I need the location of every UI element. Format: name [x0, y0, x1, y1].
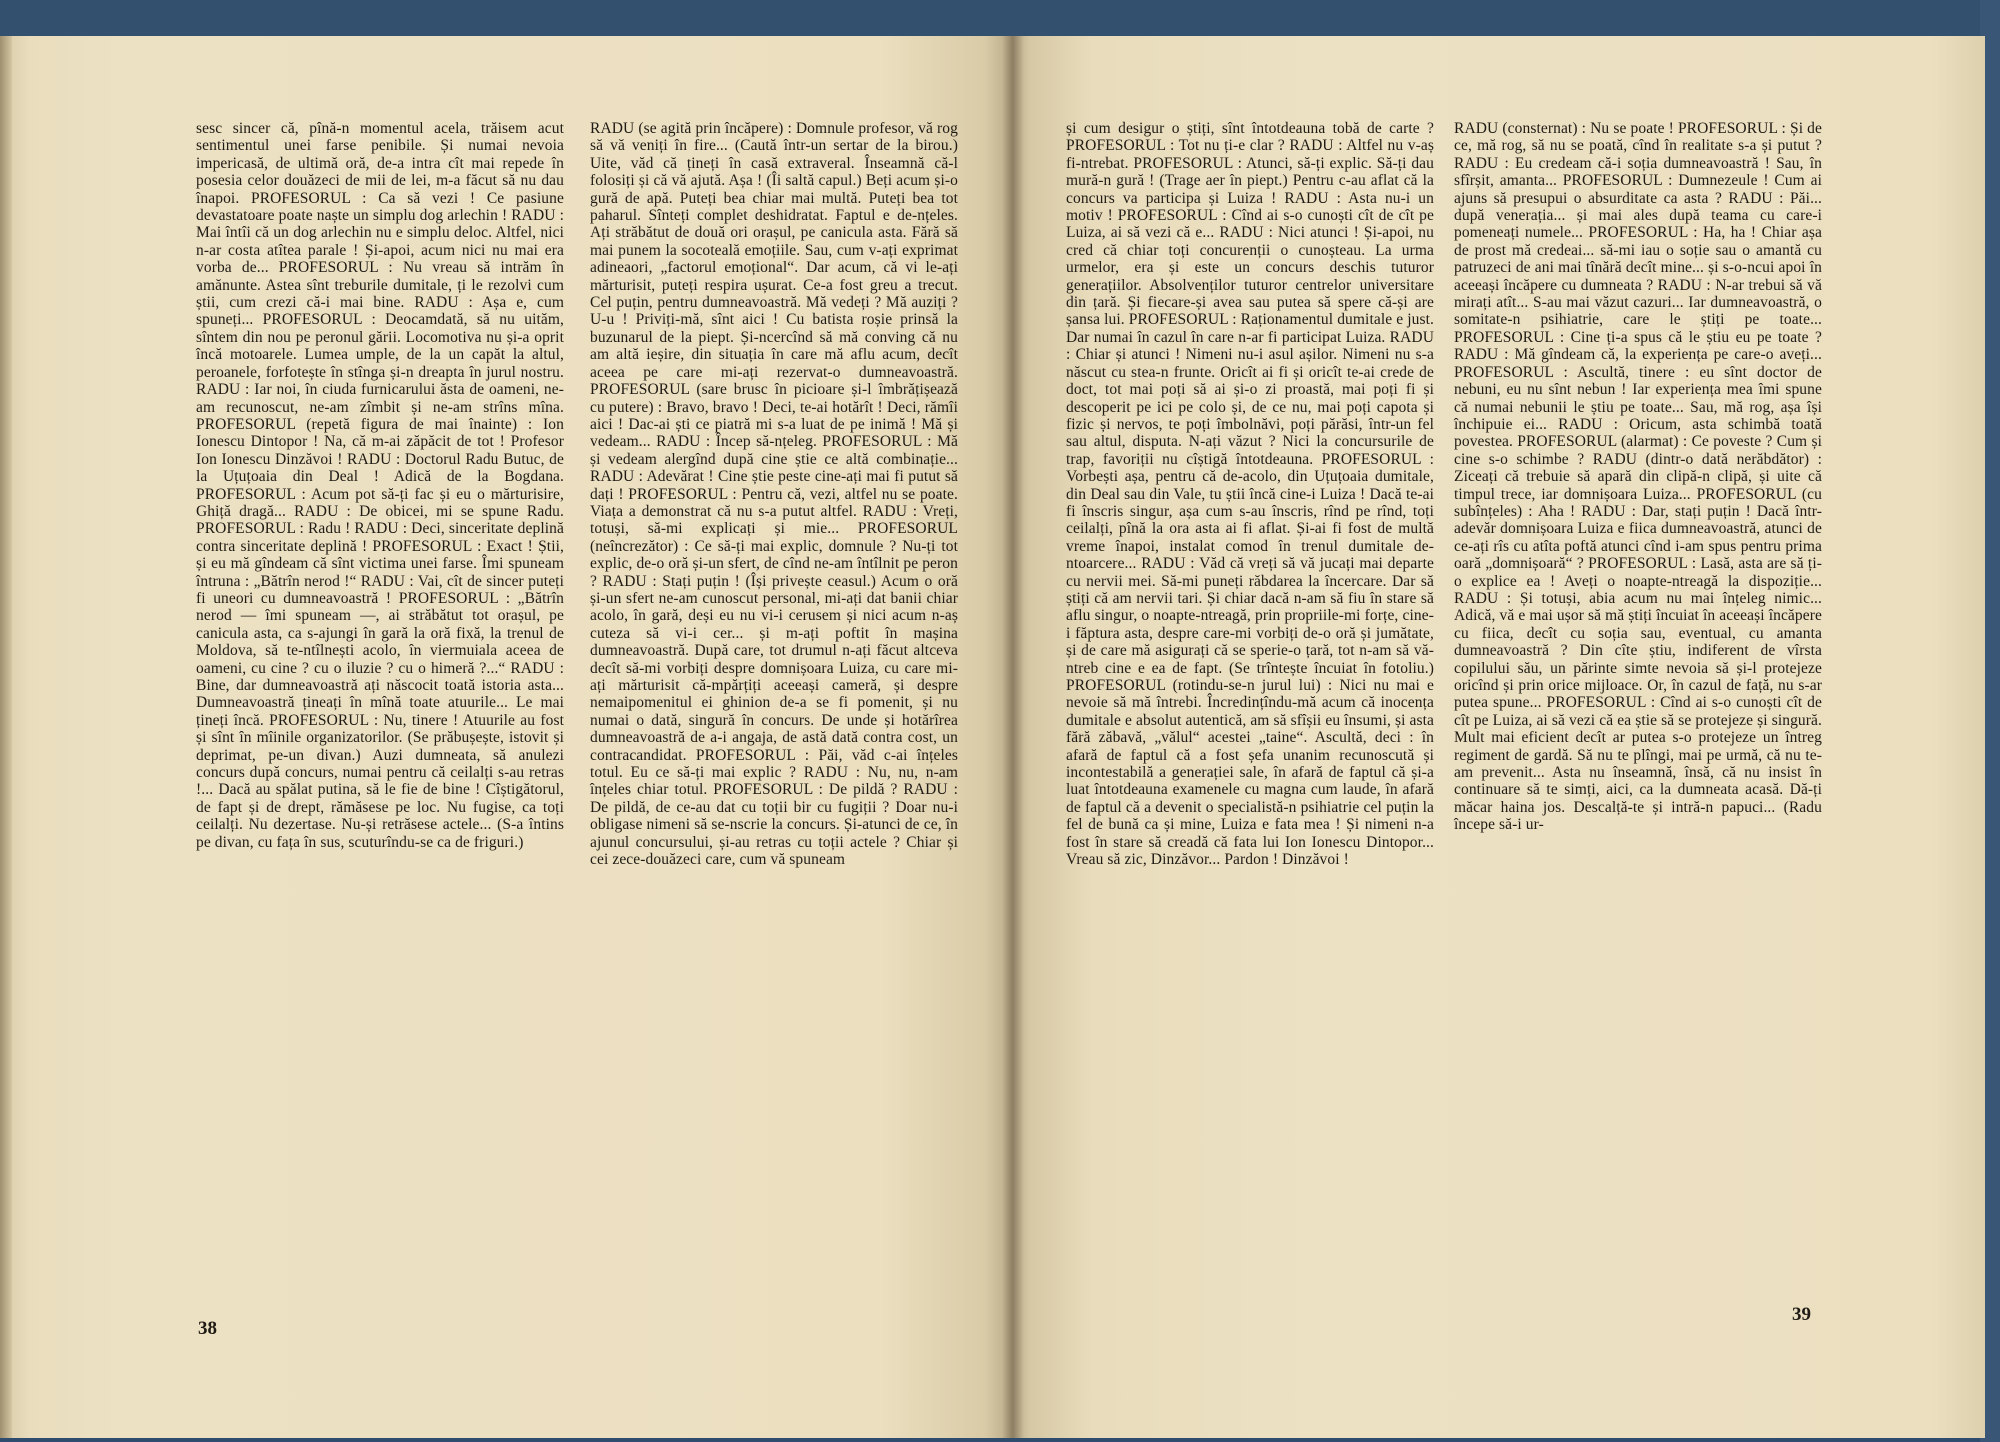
left-page-column-2-text: RADU (se agită prin încăpere) : Domnule profesor, vă rog să vă veniți în fire... (Caută într-un sertar de la birou.) Uite, văd că țineți în casă extraveral. Înseamnă că-l folosiți și că vă ajută. Așa ! (Îi saltă capul.) Beți acum și-o gură de apă. Puteți bea chiar mai multă. Puteți bea tot paharul. Sînteți complet deshidratat. Faptul e de-nțeles. Ați străbătut de două ori orașul, pe canicula asta. Fără să mai punem la socoteală emoțiile. Sau, cum v-ați exprimat adineaori, „factorul emoțional“. Dar acum, că vi le-ați mărturisit, puteți respira ușurat. Ce-a fost greu a trecut. Cel puțin, pentru dumneavoastră. Mă vedeți ? Mă auziți ? U-u ! Priviți-mă, sînt aici ! Cu batista roșie prinsă la buzunarul de la piept. Și-ncercînd să mă conving că nu am altă ieșire, din situația în care mă aflu acum, decît aceea pe care mi-ați rezervat-o dumneavoastră. PROFESORUL (sare brusc în picioare și-l îmbrățișează cu putere) : Bravo, bravo ! Deci, te-ai hotărît ! Deci, rămîi aici ! Dac-ai ști ce piatră mi s-a luat de pe inimă ! Mă și vedeam... RADU : Încep să-nțeleg. PROFESORUL : Mă și vedeam alergînd după cine știe ce altă combinație... RADU : Adevărat ! Cine știe peste cine-ați mai fi putut să dați ! PROFESORUL : Pentru că, vezi, altfel nu se poate. Viața a demonstrat că nu s-a putut altfel. RADU : Vreți, totuși, să-mi explicați și mie... PROFESORUL (neîncrezător) : Ce să-ți mai explic, domnule ? Nu-ți tot explic, de-o oră și-un sfert, de cînd ne-am întîlnit pe peron ? RADU : Stați puțin ! (Își privește ceasul.) Acum o oră și-un sfert ne-am cunoscut personal, mi-ați dat banii chiar acolo, în gară, deși eu nu vi-i cerusem și nici acum n-aș cuteza să vi-i cer... și m-ați poftit în mașina dumneavoastră. După care, tot drumul n-ați făcut altceva decît să-mi vorbiți despre domnișoara Luiza, cu care mi-ați mărturisit că-mpărțiți aceeași cameră, și despre nemaipomenitul ei ghinion de-a se fi pomenit, și nu numai o dată, singură în concurs. De unde și hotărîrea dumneavoastră de a-i angaja, de astă dată contra cost, un contracandidat. PROFESORUL : Păi, văd c-ai înțeles totul. Eu ce să-ți mai explic ? RADU : Nu, nu, n-am înțeles chiar totul. PROFESORUL : De pildă ? RADU : De pildă, de ce-au dat cu toții bir cu fugiții ? Doar nu-i obligase nimeni să se-nscrie la concurs. Și-atunci de ce, în ajunul concursului, și-au retras cu toții actele ? Chiar și cei zece-douăzeci care, cum vă spuneam [590, 120, 958, 869]
left-page-column-2 [590, 120, 958, 868]
left-page-column-1-text: sesc sincer că, pînă-n momentul acela, trăisem acut sentimentul unei farse penibile. Și numai nevoia impericasă, de ultimă oră, de-a intra cît mai repede în posesia celor douăzeci de mii de lei, m-a făcut să nu dau înapoi. PROFESORUL : Ca să vezi ! Ce pasiune devastatoare poate naște un simplu dog arlechin ! RADU : Mai întîi că un dog arlechin nu e simplu deloc. Altfel, nici n-ar costa atîtea parale ! Și-apoi, acum nici nu mai era vorba de... PROFESORUL : Nu vreau să intrăm în amănunte. Astea sînt treburile dumitale, ți le rezolvi cum știi, cum crezi că-i mai bine. RADU : Așa e, cum spuneți... PROFESORUL : Deocamdată, să nu uităm, sîntem din nou pe peronul gării. Locomotiva nu și-a oprit încă motoarele. Lumea umple, de la un capăt la altul, peroanele, forfotește în stînga și-n dreapta în jurul nostru. RADU : Iar noi, în ciuda furnicarului ăsta de oameni, ne-am recunoscut, ne-am zîmbit și ne-am strîns mîna. PROFESORUL (repetă figura de mai înainte) : Ion Ionescu Dintopor ! Na, că m-ai zăpăcit de tot ! Profesor Ion Ionescu Dinzăvoi ! RADU : Doctorul Radu Butuc, de la Uțuțoaia din Deal ! Adică de la Bogdana. PROFESORUL : Acum pot să-ți fac și eu o mărturisire, Ghiță dragă... RADU : De obicei, mi se spune Radu. PROFESORUL : Radu ! RADU : Deci, sinceritate deplină contra sinceritate deplină ! PROFESORUL : Exact ! Știi, și eu mă gîndeam că sînt victima unei farse. Îmi spuneam întruna : „Bătrîn nerod !“ RADU : Vai, cît de sincer puteți fi uneori cu dumneavoastră ! PROFESORUL : „Bătrîn nerod — îmi spuneam —, ai străbătut tot orașul, pe canicula asta, ca s-ajungi în gară la oră fixă, la trenul de Moldova, să te-ntîlnești acolo, în viermuiala aceea de oameni, cu cine ? cu o iluzie ? cu o himeră ?...“ RADU : Bine, dar dumneavoastră ați născocit toată istoria asta... Dumneavoastră țineați în mînă toate atuurile... Le mai țineți încă. PROFESORUL : Nu, tinere ! Atuurile au fost și sînt în mîinile organizatorilor. (Se prăbușește, istovit și deprimat, pe-un divan.) Auzi dumneata, să anulezi concurs după concurs, numai pentru că ceilalți s-au retras !... Dacă au spălat putina, să le fie de bine ! Cîștigătorul, de fapt și de drept, rămăsese pe loc. Nu fugise, ca toți ceilalți. Nu dezertase. Nu-și retrăsese actele... (S-a întins pe divan, cu fața în sus, scuturîndu-se ca de friguri.) [196, 120, 564, 851]
right-page-column-2-text: RADU (consternat) : Nu se poate ! PROFESORUL : Și de ce, mă rog, să nu se poată, cînd în realitate s-a și putut ? RADU : Eu credeam că-i soția dumneavoastră ! Sau, în sfîrșit, amanta... PROFESORUL : Dumnezeule ! Cum ai ajuns să presupui o absurditate ca asta ? RADU : Păi... după venerația... și mai ales după teama cu care-i pomeneați numele... PROFESORUL : Ha, ha ! Chiar așa de prost mă credeai... să-mi iau o soție sau o amantă cu patruzeci de ani mai tînără decît mine... și s-o-ncui apoi în aceeași încăpere cu dumneata ? RADU : N-ar trebui să vă mirați atît... S-au mai văzut cazuri... Iar dumneavoastră, o somitate-n psihiatrie, care le știți pe toate... PROFESORUL : Cine ți-a spus că le știu eu pe toate ? RADU : Mă gîndeam că, la experiența pe care-o aveți... PROFESORUL : Ascultă, tinere : eu sînt doctor de nebuni, eu nu sînt nebun ! Iar experiența mea îmi spune că numai nebunii le știu pe toate... Sau, mă rog, așa își închipuie ei... RADU : Oricum, asta schimbă toată povestea. PROFESORUL (alarmat) : Ce poveste ? Cum și cine s-o schimbe ? RADU (dintr-o dată nerăbdător) : Ziceați că trebuie să apară din clipă-n clipă, și uite că timpul trece, iar domnișoara Luiza... PROFESORUL (cu subînțeles) : Aha ! RADU : Dar, stați puțin ! Dacă într-adevăr domnișoara Luiza e fiica dumneavoastră, atunci de ce-ați rîs cu atîta poftă atunci cînd i-am spus pentru prima oară „domnișoară“ ? PROFESORUL : Lasă, asta are să ți-o explice ea ! Aveți o noapte-ntreagă la dispoziție... RADU : Și totuși, abia acum nu mai înțeleg nimic... Adică, vă e mai ușor să mă știți încuiat în aceeași încăpere cu fiica, decît cu soția sau, eventual, cu amanta dumneavoastră ? Din cîte știu, indiferent de vîrsta copilului său, un părinte simte nevoia să și-l protejeze oricînd și prin orice mijloace. Or, în cazul de față, nu s-ar putea spune... PROFESORUL : Cînd ai s-o cunoști cît de cît pe Luiza, ai să vezi că ea știe să se protejeze și singură. Mult mai eficient decît ar putea s-o protejeze un întreg regiment de gardă. Să nu te plîngi, mai pe urmă, că nu te-am prevenit... Asta nu înseamnă, însă, că nu insist în continuare să te simți, aici, ca la dumneata acasă. Dă-ți măcar haina jos. Descalță-te și intră-n papuci... (Radu începe să-i ur- [1454, 120, 1822, 834]
right-page-column-2 [1454, 120, 1822, 834]
left-page-column-1 [196, 120, 564, 851]
book-gutter [1002, 36, 1024, 1438]
left-page-edge [0, 36, 12, 1438]
right-page-number: 39 [1792, 1304, 1811, 1325]
right-page-column-1 [1066, 120, 1434, 868]
book-cover-top [0, 0, 2000, 40]
right-page-column-1-text: și cum desigur o știți, sînt întotdeauna tobă de carte ? PROFESORUL : Tot nu ți-e clar ? RADU : Altfel nu v-aș fi-ntrebat. PROFESORUL : Atunci, să-ți explic. Să-ți dau mură-n gură ! (Trage aer în piept.) Pentru c-au aflat că la concurs va participa și Luiza ! RADU : Asta nu-i un motiv ! PROFESORUL : Cînd ai s-o cunoști cît de cît pe Luiza, ai să vezi că e... RADU : Nici atunci ! Și-apoi, nu cred că chiar toți concurenții o cunoșteau. La urma urmelor, era și este un concurs deschis tuturor generațiilor. Absolvenților tuturor centrelor universitare din țară. Și fiecare-și avea sau putea să spere că-și are șansa lui. PROFESORUL : Raționamentul dumitale e just. Dar numai în cazul în care n-ar fi participat Luiza. RADU : Chiar și atunci ! Nimeni nu-i asul așilor. Nimeni nu s-a născut cu stea-n frunte. Oricît ai fi și oricît te-ai crede de doct, tot mai poți să ai și-o zi proastă, mai poți fi și descoperit pe ici pe colo și, de ce nu, mai poți capota și fizic și nervos, te poți îmbolnăvi, poți părăsi, într-un fel sau altul, disputa. N-ați văzut ? Nici la concursurile de trap, favoriții nu cîștigă întotdeauna. PROFESORUL : Vorbești așa, pentru că de-acolo, din Uțuțoaia dumitale, din Deal sau din Vale, tu știi încă cine-i Luiza ! Dacă te-ai fi înscris singur, așa cum s-au înscris, rînd pe rînd, toți ceilalți, pînă la ora asta ai fi aflat. Și-ai fi fost de multă vreme înapoi, instalat comod în trenul dumitale de-ntoarcere... RADU : Văd că vreți să vă jucați mai departe cu nervii mei. Să-mi puneți răbdarea la încercare. Dar să știți că am nervii tari. Și chiar dacă n-am să fiu în stare să aflu singur, o noapte-ntreagă, prin propriile-mi forțe, cine-i făptura asta, despre care-mi vorbiți de-o oră și jumătate, și de care mă asigurați că se sperie-o țară, tot n-am să vă-ntreb cine e ea de fapt. (Se trîntește încuiat în fotoliu.) PROFESORUL (rotindu-se-n jurul lui) : Nici nu mai e nevoie să mă întrebi. Încredințîndu-mă acum că inocența dumitale e absolut autentică, am să sfîșii eu însumi, și asta fără zăbavă, „vălul“ acestei „taine“. Ascultă, deci : în afară de faptul că a fost șefa unanim recunoscută și incontestabilă a generației sale, în afară de faptul că și-a luat întotdeauna examenele cu magna cum laude, în afară de faptul că a devenit o specialistă-n psihiatrie cel puțin la fel de bună ca și mine, Luiza e fata mea ! Și nimeni n-a fost în stare să creadă că fata lui Ion Ionescu Dintopor... Vreau să zic, Dinzăvor... Pardon ! Dinzăvoi ! [1066, 120, 1434, 869]
left-page [0, 36, 1012, 1438]
right-page [1012, 36, 1985, 1438]
open-book [0, 36, 1985, 1438]
left-page-number: 38 [198, 1318, 217, 1339]
